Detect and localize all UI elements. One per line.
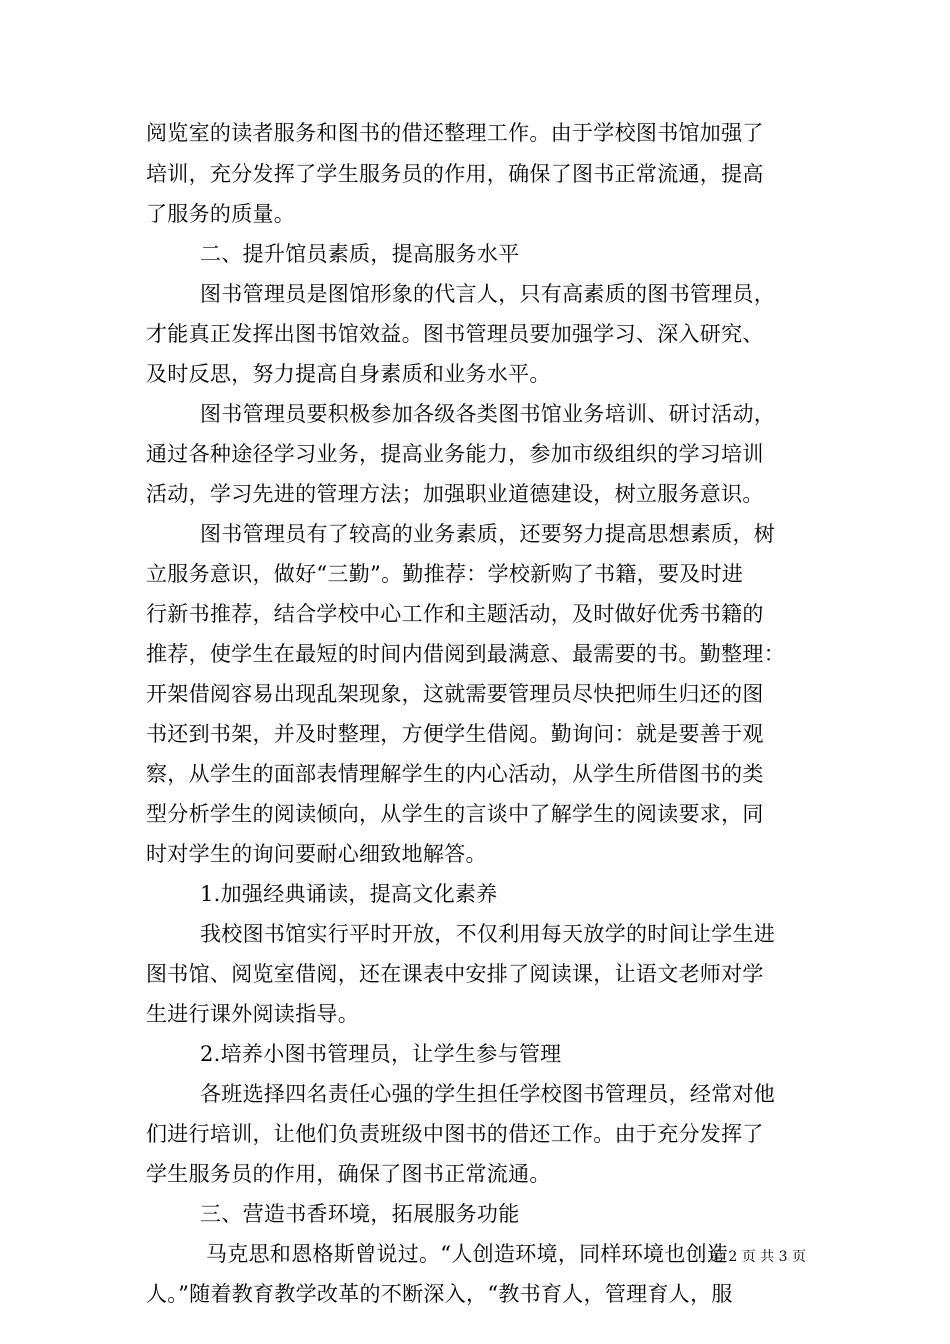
body-line: 察，从学生的面部表情理解学生的内心活动，从学生所借图书的类 bbox=[146, 762, 764, 786]
body-line: 图书管理员是图馆形象的代言人，只有高素质的图书管理员， bbox=[200, 282, 776, 306]
body-line: 推荐，使学生在最短的时间内借阅到最满意、最需要的书。勤整理： bbox=[146, 642, 785, 666]
body-line: 学生服务员的作用，确保了图书正常流通。 bbox=[146, 1162, 551, 1186]
section-heading: 二、提升馆员素质，提高服务水平 bbox=[200, 242, 520, 266]
body-line: 们进行培训，让他们负责班级中图书的借还工作。由于充分发挥了 bbox=[146, 1122, 764, 1146]
body-line: 活动，学习先进的管理方法；加强职业道德建设，树立服务意识。 bbox=[146, 482, 764, 506]
body-line: 了服务的质量。 bbox=[146, 202, 296, 226]
body-line: 我校图书馆实行平时开放，不仅利用每天放学的时间让学生进 bbox=[200, 922, 776, 946]
body-line: 行新书推荐，结合学校中心工作和主题活动，及时做好优秀书籍的 bbox=[146, 602, 764, 626]
body-line: 立服务意识，做好“三勤”。勤推荐：学校新购了书籍，要及时进 bbox=[146, 562, 744, 586]
body-line: 培训，充分发挥了学生服务员的作用，确保了图书正常流通，提高 bbox=[146, 162, 764, 186]
subsection-heading: 1.加强经典诵读，提高文化素养 bbox=[200, 882, 498, 906]
body-line: 型分析学生的阅读倾向，从学生的言谈中了解学生的阅读要求，同 bbox=[146, 802, 764, 826]
body-line: 开架借阅容易出现乱架现象，这就需要管理员尽快把师生归还的图 bbox=[146, 682, 764, 706]
body-line: 马克思和恩格斯曾说过。“人创造环境，同样环境也创造 bbox=[206, 1242, 729, 1266]
body-line: 图书管理员要积极参加各级各类图书馆业务培训、研讨活动， bbox=[200, 402, 776, 426]
body-line: 书还到书架，并及时整理，方便学生借阅。勤询问：就是要善于观 bbox=[146, 722, 764, 746]
body-line: 生进行课外阅读指导。 bbox=[146, 1002, 359, 1026]
body-line: 才能真正发挥出图书馆效益。图书管理员要加强学习、深入研究、 bbox=[146, 322, 764, 346]
body-line: 通过各种途径学习业务，提高业务能力，参加市级组织的学习培训 bbox=[146, 442, 764, 466]
subsection-heading: 2.培养小图书管理员，让学生参与管理 bbox=[200, 1042, 562, 1066]
body-line: 时对学生的询问要耐心细致地解答。 bbox=[146, 842, 487, 866]
body-line: 及时反思，努力提高自身素质和业务水平。 bbox=[146, 362, 551, 386]
section-heading: 三、营造书香环境，拓展服务功能 bbox=[200, 1202, 520, 1226]
body-line: 图书馆、阅览室借阅，还在课表中安排了阅读课，让语文老师对学 bbox=[146, 962, 764, 986]
body-line: 图书管理员有了较高的业务素质，还要努力提高思想素质，树 bbox=[200, 522, 776, 546]
body-line: 各班选择四名责任心强的学生担任学校图书管理员，经常对他 bbox=[200, 1082, 776, 1106]
body-line: 阅览室的读者服务和图书的借还整理工作。由于学校图书馆加强了 bbox=[146, 121, 764, 145]
body-line: 人。”随着教育教学改革的不断深入，“教书育人，管理育人，服 bbox=[146, 1282, 733, 1306]
page-number: 第 2 页 共 3 页 bbox=[709, 1249, 806, 1265]
